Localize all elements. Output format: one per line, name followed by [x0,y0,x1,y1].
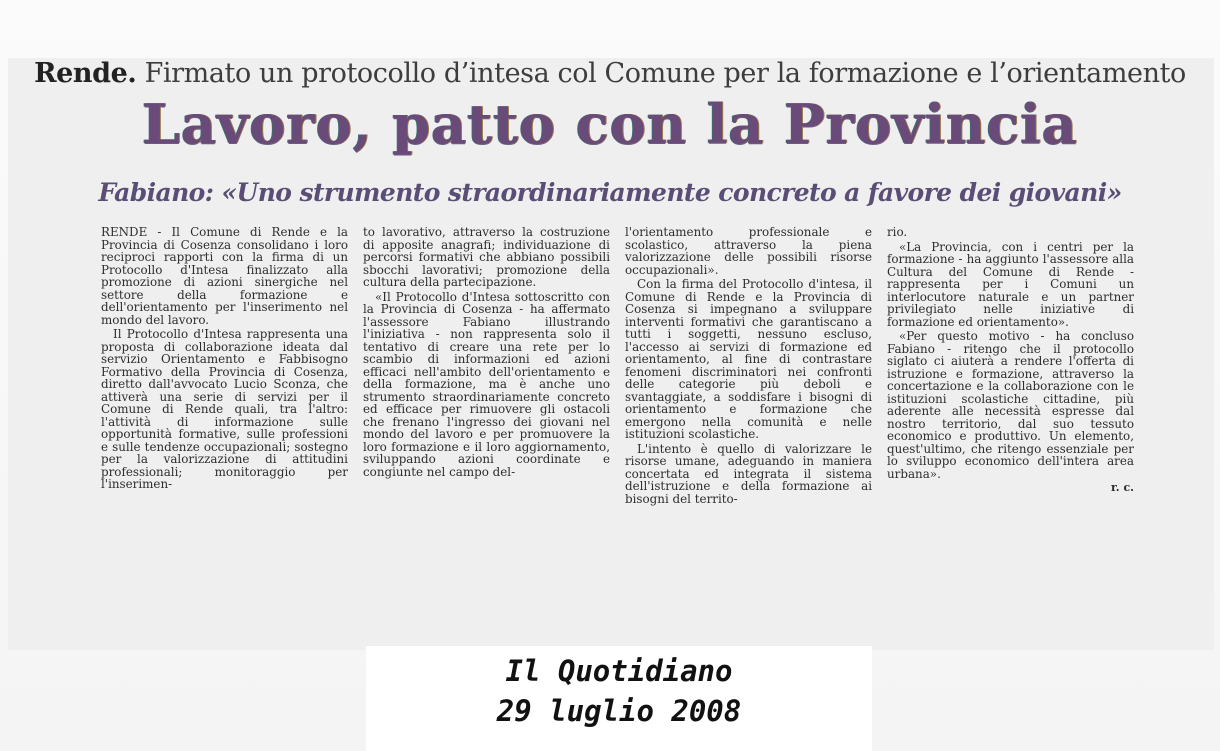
paragraph: Il Protocollo d'Intesa rappresenta una proposta di collaborazione ideata dal servizio Orientamento e Fabbisogno Formativo della Provincia di Cosenza, diretto dall'avvocato Lucio Sconza, che attiverà una serie di servizi per il Comune di Rende quali, tra l'altro: l'attività di informazione sulle opportunità formative, sulle professioni e sulle tendenze occupazionali; sostegno per la valorizzazione di attitudini professionali; monitoraggio per l'inserimen- [101,327,348,491]
article-column-2 [363,226,610,480]
author-signature: r. c. [1111,481,1134,494]
paragraph: L'intento è quello di valorizzare le risorse umane, adeguando in maniera concertata ed integrata il sistema dell'istruzione e della formazione ai bisogni del territo- [625,441,872,506]
publication-date: 29 luglio 2008 [496,694,742,728]
kicker-place: Rende. [34,58,137,89]
article-column-3 [625,226,872,507]
article-column-1 [101,226,348,493]
paragraph: «La Provincia, con i centri per la formazione - ha aggiunto l'assessore alla Cultura del Comune di Rende - rappresenta per i Comuni un interlocutore naturale e un partner privilegiato nelle iniziative di formazione ed orientamento». [887,239,1134,329]
paragraph: «Per questo motivo - ha concluso Fabiano - ritengo che il protocollo siglato ci aiuterà a rendere l'offerta di istruzione e formazione, attraverso la concertazione e la collaborazione con le istituzioni scolastiche cittadine, più aderente alle necessità espresse dal nostro territorio, dal suo tessuto economico e produttivo. Un elemento, quest'ultimo, che ritengo essenziale per lo sviluppo economico dell'intera area urbana». [887,329,1134,481]
paragraph: rio. [887,225,908,239]
article-subheadline: Fabiano: «Uno strumento straordinariamente concreto a favore dei giovani» [98,178,1122,207]
article-headline: Lavoro, patto con la Provincia [142,92,1078,156]
paragraph: Con la firma del Protocollo d'intesa, il Comune di Rende e la Provincia di Cosenza si impegnano a sviluppare interventi formativi che garantiscano a tutti i soggetti, nessuno escluso, l'accesso ai servizi di formazione ed orientamento, al fine di contrastare fenomeni discriminatori nei confronti delle categorie più deboli e svantaggiate, a soddisfare i bisogni di orientamento e formazione che emergono nella comunità e nelle istituzioni scolastiche. [625,277,872,441]
source-label [366,646,872,751]
paragraph: RENDE - Il Comune di Rende e la Provincia di Cosenza consolidano i loro reciproci rapporti con la firma di un Protocollo d'Intesa finalizzato alla promozione di azioni sinergiche nel settore della formazione e dell'orientamento per l'inserimento nel mondo del lavoro. [101,225,348,327]
kicker-text: Firmato un protocollo d’intesa col Comune per la formazione e l’orientamento [144,58,1186,89]
article-body [101,225,1134,626]
paragraph: to lavorativo, attraverso la costruzione di apposite anagrafi; individuazione di percorsi formativi che abbiano possibili sbocchi lavorativi; promozione della cultura della partecipazione. [363,225,610,289]
newspaper-name: Il Quotidiano [505,654,733,688]
article-column-4 [887,226,1134,495]
article-kicker [0,58,1220,89]
paragraph: «Il Protocollo d'Intesa sottoscritto con la Provincia di Cosenza - ha affermato l'assessore Fabiano illustrando l'iniziativa - non rappresenta solo il tentativo di creare una rete per lo scambio di informazioni ed azioni efficaci nell'ambito dell'orientamento e della formazione, ma è anche uno strumento straordinariamente concreto ed efficace per rimuovere gli ostacoli che frenano l'ingresso dei giovani nel mondo del lavoro e per promuovere la loro formazione e il loro aggiornamento, sviluppando azioni coordinate e congiunte nel campo del- [363,289,610,479]
paragraph: l'orientamento professionale e scolastico, attraverso la piena valorizzazione delle possibili risorse occupazionali». [625,225,872,277]
